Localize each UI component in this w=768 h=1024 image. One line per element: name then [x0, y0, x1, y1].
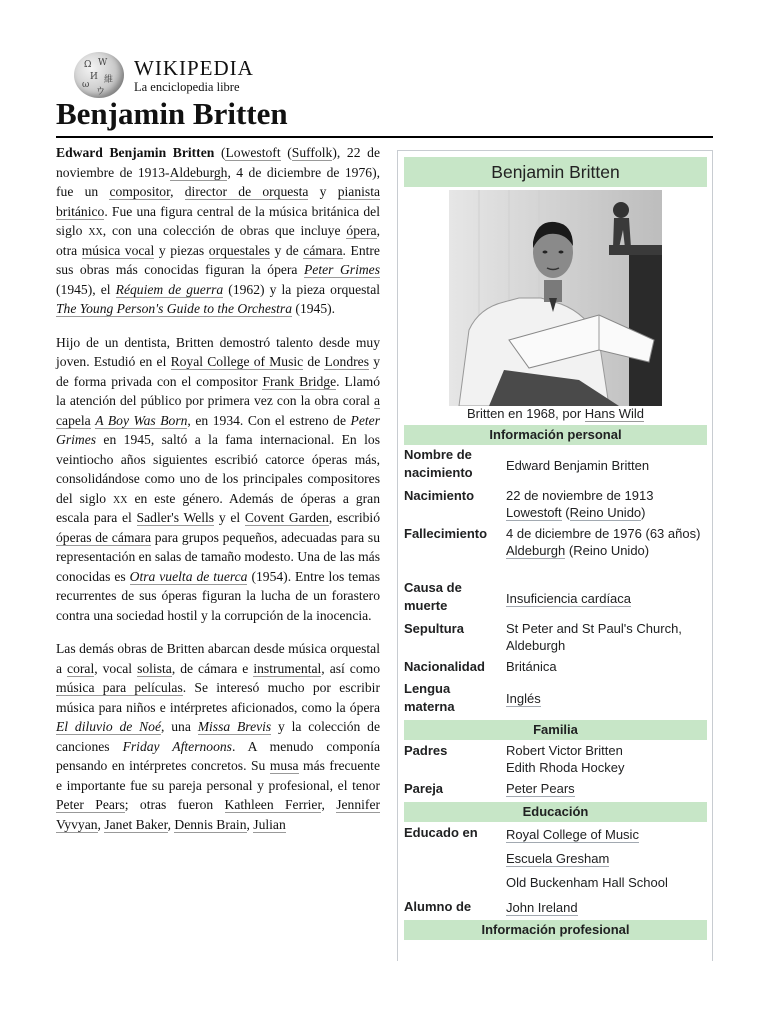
- link-aldeburgh-infobox[interactable]: Aldeburgh: [506, 543, 566, 558]
- value-alumno-de: [506, 899, 706, 916]
- text: para grupos pequeños, adecuadas para su representación en salas de tamaño modesto. Una de las más conocidas es: [56, 529, 380, 584]
- link-director-de-orquesta[interactable]: director de orquesta: [184, 184, 309, 199]
- link-coral[interactable]: coral: [67, 660, 95, 676]
- birth-date: 22 de noviembre de 1913: [506, 488, 654, 503]
- text: , 4 de diciembre de 1976), fue un: [56, 164, 380, 199]
- text: y de forma privada con el compositor: [56, 354, 380, 389]
- photo-caption: [404, 406, 707, 421]
- birth-place: Lowestoft (Reino Unido): [506, 505, 646, 520]
- link-royal-college-of-music[interactable]: Royal College of Music: [170, 354, 304, 369]
- italic-title: Friday Afternoons: [122, 738, 232, 754]
- section-informacion-profesional: Información profesional: [404, 920, 707, 940]
- text: . Llamó la atención del público por primera vez con la obra coral: [56, 373, 380, 408]
- page-title: Benjamin Britten: [56, 96, 288, 131]
- link-requiem-de-guerra[interactable]: Réquiem de guerra: [115, 281, 224, 297]
- link-solista[interactable]: solista: [137, 660, 172, 676]
- link-camara[interactable]: cámara: [303, 242, 343, 258]
- text: , otra: [56, 223, 380, 258]
- article-body: [56, 143, 380, 848]
- link-a-capela[interactable]: a capela: [56, 393, 380, 428]
- school-1: [506, 826, 706, 843]
- infobox-title: Benjamin Britten: [404, 157, 707, 187]
- century-numeral: xx: [88, 223, 103, 238]
- link-compositor[interactable]: compositor: [109, 184, 171, 199]
- label-sepultura: Sepultura: [404, 621, 464, 636]
- text: , de cámara e: [171, 660, 254, 676]
- text: (: [214, 145, 226, 160]
- text: . Entre sus obras más conocidas figuran la ópera: [56, 242, 380, 277]
- link-el-diluvio-de-noe[interactable]: El diluvio de Noé: [56, 719, 162, 734]
- link-instrumental[interactable]: instrumental: [253, 660, 322, 676]
- caption-text: Britten en 1968, por: [466, 406, 585, 421]
- link-peter-pears-infobox[interactable]: Peter Pears: [506, 781, 575, 796]
- text: más frecuente e importante fue su pareja personal y profesional, el tenor: [56, 758, 380, 793]
- text: , vocal: [94, 660, 138, 676]
- text: (1945), el: [56, 281, 116, 297]
- label-alumno-de: Alumno de: [404, 899, 472, 914]
- century-numeral: xx: [113, 490, 128, 506]
- link-operas-de-camara[interactable]: óperas de cámara: [56, 529, 152, 545]
- label-fallecimiento: Fallecimiento: [404, 526, 488, 541]
- link-suffolk[interactable]: Suffolk: [291, 145, 333, 160]
- text: . A menudo componía pensando en intérpretes concretos. Su: [56, 738, 381, 773]
- article-paragraph-1: Edward Benjamin Britten (Lowestoft (Suffolk), 22 de noviembre de 1913-Aldeburgh, 4 de diciembre de 1976), fue un compositor, director de orquesta y pianista británico. Fue una figura central de la música británica del siglo xx, con una colección de obras que incluye ópera, otra música vocal y piezas orquestales y de cámara. Entre sus obras más conocidas figuran la ópera Peter Grimes (1945), el Réquiem de guerra (1962) y la pieza orquestal The Young Person's Guide to the Orchestra (1945).: [56, 145, 381, 316]
- link-hans-wild[interactable]: Hans Wild: [584, 406, 645, 421]
- link-musica-para-peliculas[interactable]: música para películas: [56, 680, 183, 695]
- link-jennifer-vyvyan[interactable]: Jennifer Vyvyan: [56, 797, 381, 832]
- value-educado-en: [506, 826, 706, 891]
- link-covent-garden[interactable]: Covent Garden: [244, 510, 329, 525]
- title-divider: [56, 136, 713, 138]
- text: ,: [321, 797, 337, 812]
- link-lowestoft-infobox[interactable]: Lowestoft: [506, 505, 562, 520]
- value-nacionalidad: Británica: [506, 659, 557, 674]
- link-julian[interactable]: Julian: [253, 816, 286, 832]
- text: . Se interesó mucho por escribir música para niños e intérpretes aficionados, como la ópera: [56, 680, 380, 715]
- link-opera[interactable]: ópera: [346, 223, 377, 238]
- label-padres: Padres: [404, 743, 448, 758]
- text: , en 1934. Con el estreno de: [187, 412, 351, 428]
- value-nombre-de-nacimiento: Edward Benjamin Britten: [506, 458, 650, 473]
- italic-title: Peter Grimes: [56, 412, 380, 447]
- text: ,: [170, 184, 185, 199]
- link-britanico[interactable]: británico: [56, 203, 105, 219]
- site-name: WIKIPEDIA: [134, 56, 254, 80]
- text: y el: [214, 510, 245, 525]
- link-musica-vocal[interactable]: música vocal: [81, 242, 155, 258]
- label-pareja: Pareja: [404, 781, 444, 796]
- link-a-boy-was-born[interactable]: A Boy Was Born: [95, 412, 188, 428]
- text: ,: [97, 816, 105, 832]
- label-educado-en: Educado en: [404, 825, 478, 840]
- portrait-photo[interactable]: [449, 190, 662, 406]
- value-nacimiento: [506, 487, 706, 521]
- section-informacion-personal: Información personal: [404, 425, 707, 445]
- link-john-ireland[interactable]: John Ireland: [506, 900, 578, 915]
- mother-name: Edith Rhoda Hockey: [506, 760, 625, 775]
- link-lowestoft[interactable]: Lowestoft: [225, 145, 281, 160]
- text: ), 22 de noviembre de 1913-: [56, 145, 380, 180]
- value-sepultura: St Peter and St Paul's Church, Aldeburgh: [506, 621, 682, 653]
- text: ,: [246, 816, 254, 832]
- link-janet-baker[interactable]: Janet Baker: [104, 816, 168, 832]
- label-causa-de-muerte: Causa de muerte: [404, 580, 462, 613]
- site-tagline: La enciclopedia libre: [134, 80, 240, 94]
- link-young-persons-guide[interactable]: The Young Person's Guide to the Orchestra: [56, 301, 293, 316]
- death-date: 4 de diciembre de 1976 (63 años): [506, 526, 701, 541]
- link-londres[interactable]: Londres: [324, 354, 369, 369]
- text: y piezas: [154, 242, 209, 258]
- value-causa-de-muerte: [506, 590, 706, 607]
- value-fallecimiento: [506, 525, 706, 559]
- article-paragraph-2: [56, 333, 380, 626]
- link-royal-college-of-music-infobox[interactable]: Royal College of Music: [506, 827, 639, 842]
- text: y la colección de canciones: [56, 719, 380, 754]
- text: Hijo de un dentista, Britten demostró talento desde muy joven. Estudió en el: [56, 334, 380, 369]
- label-nombre-de-nacimiento: Nombre de nacimiento: [404, 447, 473, 480]
- death-country: (Reino Unido): [568, 543, 650, 558]
- link-ingles[interactable]: Inglés: [506, 691, 541, 706]
- text: (1962) y la pieza orquestal: [223, 281, 381, 297]
- wikipedia-globe-icon: Ω W И 維 ω ウ: [74, 52, 124, 98]
- text: Las demás obras de Britten abarcan desde música orquestal a: [56, 641, 380, 676]
- text: y: [308, 184, 338, 199]
- text: , con una colección de obras que incluye: [102, 223, 347, 238]
- text: ,: [167, 816, 175, 832]
- link-escuela-gresham[interactable]: Escuela Gresham: [506, 851, 610, 866]
- value-lengua-materna: [506, 690, 706, 707]
- label-lengua-materna: Lengua materna: [404, 681, 455, 714]
- link-kathleen-ferrier[interactable]: Kathleen Ferrier: [224, 797, 322, 812]
- text: de: [303, 354, 325, 369]
- text: en 1945, saltó a la fama internacional. En los veintiocho años siguientes escribió catorce óperas más, consolidándose como uno de los principales compositores del siglo: [56, 432, 380, 506]
- text: (1945).: [292, 301, 336, 316]
- link-musa[interactable]: musa: [269, 758, 299, 773]
- value-padres: [506, 742, 706, 776]
- link-pianista[interactable]: pianista: [337, 184, 381, 199]
- text: y de: [269, 242, 304, 258]
- school-3: Old Buckenham Hall School: [506, 875, 668, 890]
- link-peter-grimes[interactable]: Peter Grimes: [304, 262, 380, 277]
- link-missa-brevis[interactable]: Missa Brevis: [197, 719, 272, 734]
- text: , escribió: [328, 510, 380, 525]
- text: en este género. Además de óperas a gran escala para el: [56, 490, 381, 525]
- text: . Fue una figura central de la música británica del siglo: [56, 203, 380, 238]
- article-paragraph-3: [56, 639, 380, 834]
- link-otra-vuelta-de-tuerca[interactable]: Otra vuelta de tuerca: [129, 568, 248, 584]
- text: , así como: [321, 660, 381, 676]
- wikipedia-logo[interactable]: [74, 52, 334, 100]
- link-orquestales[interactable]: orquestales: [208, 242, 270, 258]
- value-pareja: [506, 780, 706, 797]
- section-familia: Familia: [404, 720, 707, 740]
- link-frank-bridge[interactable]: Frank Bridge: [262, 373, 337, 389]
- text: , una: [161, 719, 198, 734]
- infobox: [397, 150, 713, 961]
- label-nacimiento: Nacimiento: [404, 488, 475, 503]
- link-aldeburgh[interactable]: Aldeburgh: [169, 164, 228, 180]
- link-insuficiencia-cardiaca[interactable]: Insuficiencia cardíaca: [506, 591, 632, 606]
- link-dennis-brain[interactable]: Dennis Brain: [174, 816, 247, 832]
- text: (1954). Entre los temas recurrentes de sus óperas figuran la lucha de un forastero contra una sociedad hostil y la corrupción de la inocencia.: [56, 568, 380, 623]
- link-peter-pears[interactable]: Peter Pears: [56, 797, 125, 812]
- link-reino-unido[interactable]: Reino Unido: [569, 505, 642, 520]
- school-2: [506, 850, 706, 867]
- father-name: Robert Victor Britten: [506, 743, 623, 758]
- death-place: [506, 542, 706, 559]
- label-nacionalidad: Nacionalidad: [404, 659, 485, 674]
- section-educacion: Educación: [404, 802, 707, 822]
- subject-name: Edward Benjamin Britten: [56, 145, 215, 160]
- text: ; otras fueron: [124, 797, 225, 812]
- link-sadlers-wells[interactable]: Sadler's Wells: [136, 510, 215, 525]
